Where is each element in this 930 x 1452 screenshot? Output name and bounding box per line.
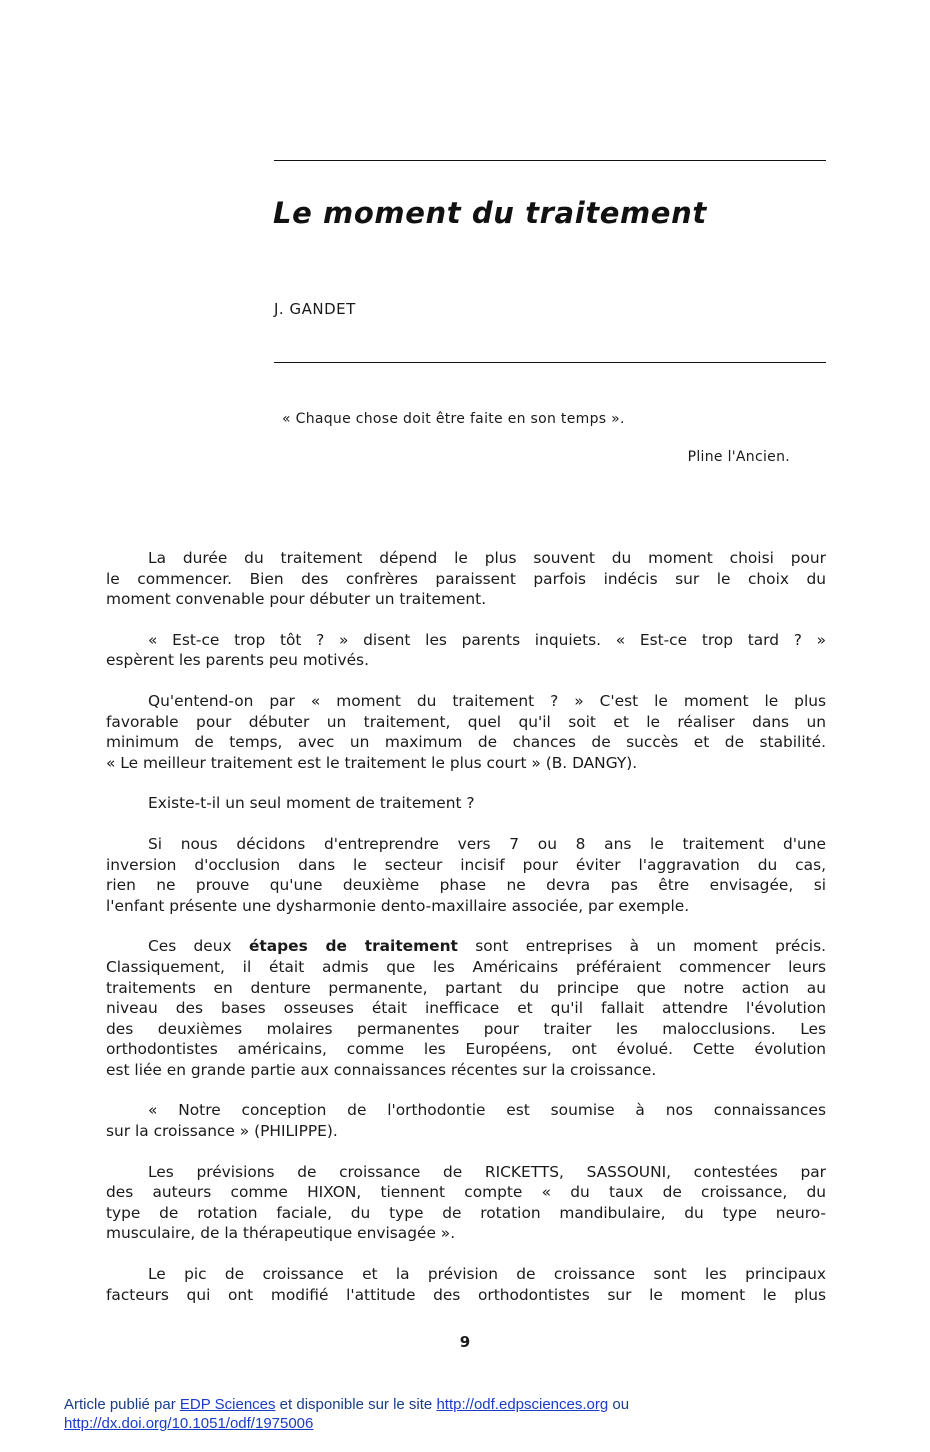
author-name: J. GANDET — [274, 300, 356, 318]
text-line: orthodontistes américains, comme les Européens, ont évolué. Cette évolution — [106, 1040, 826, 1059]
epigraph-quote: « Chaque chose doit être faite en son temps ». — [282, 411, 625, 427]
top-rule — [274, 160, 826, 161]
bottom-rule — [274, 362, 826, 363]
paragraph — [106, 630, 826, 671]
bold-phrase: étapes de traitement — [248, 937, 458, 956]
footer-text: et disponible sur le site — [275, 1396, 437, 1413]
text-line: traitements en denture permanente, partant du principe que notre action au — [106, 978, 826, 997]
text-line: type de rotation faciale, du type de rotation mandibulaire, du type neuro- — [106, 1203, 826, 1222]
text-line: des auteurs comme HIXON, tiennent compte « du taux de croissance, du — [106, 1183, 826, 1202]
text-line: Classiquement, il était admis que les Américains préféraient commencer leurs — [106, 957, 826, 976]
paragraph — [106, 1100, 826, 1141]
paragraph — [106, 1264, 826, 1305]
text-line: sur la croissance » (PHILIPPE). — [106, 1122, 338, 1141]
text-line: le commencer. Bien des confrères paraissent parfois indécis sur le choix du — [106, 569, 826, 588]
page-number: 9 — [459, 1333, 471, 1351]
text-line: est liée en grande partie aux connaissances récentes sur la croissance. — [106, 1060, 657, 1079]
text-line: l'enfant présente une dysharmonie dento-maxillaire associée, par exemple. — [106, 896, 690, 915]
publisher-footer — [64, 1395, 629, 1433]
article-body — [106, 548, 826, 1325]
text-line: « Le meilleur traitement est le traitement le plus court » (B. DANGY). — [106, 753, 638, 772]
paragraph — [106, 691, 826, 773]
text-line: Qu'entend-on par « moment du traitement ? » C'est le moment le plus — [148, 691, 826, 710]
text-line — [106, 936, 826, 957]
epigraph-source: Pline l'Ancien. — [687, 449, 790, 465]
text-line: des deuxièmes molaires permanentes pour traiter les malocclusions. Les — [106, 1019, 826, 1038]
text-line: moment convenable pour débuter un traitement. — [106, 590, 487, 609]
text-line: favorable pour débuter un traitement, quel qu'il soit et le réaliser dans un — [106, 712, 826, 731]
text-line: Les prévisions de croissance de RICKETTS, SASSOUNI, contestées par — [148, 1162, 826, 1181]
text-line: La durée du traitement dépend le plus souvent du moment choisi pour — [148, 549, 826, 567]
article-title: Le moment du traitement — [273, 196, 707, 230]
text-line: minimum de temps, avec un maximum de chances de succès et de stabilité. — [106, 733, 826, 752]
doi-link[interactable]: http://dx.doi.org/10.1051/odf/1975006 — [64, 1415, 314, 1432]
text-run: Ces deux — [148, 937, 249, 956]
text-line: inversion d'occlusion dans le secteur incisif pour éviter l'aggravation du cas, — [106, 855, 826, 874]
paragraph — [106, 793, 826, 814]
text-line: musculaire, de la thérapeutique envisagée ». — [106, 1224, 456, 1243]
text-line: niveau des bases osseuses était inefficace et qu'il fallait attendre l'évolution — [106, 999, 826, 1018]
text-line: « Est-ce trop tôt ? » disent les parents inquiets. « Est-ce trop tard ? » — [148, 630, 826, 649]
text-line: « Notre conception de l'orthodontie est soumise à nos connaissances — [148, 1101, 826, 1120]
text-line: facteurs qui ont modifié l'attitude des orthodontistes sur le moment le plus — [106, 1285, 826, 1304]
text-line: rien ne prouve qu'une deuxième phase ne devra pas être envisagée, si — [106, 876, 826, 895]
paragraph — [106, 1162, 826, 1244]
footer-text: Article publié par — [64, 1396, 180, 1413]
text-line: espèrent les parents peu motivés. — [106, 651, 369, 670]
site-link[interactable]: http://odf.edpsciences.org — [436, 1396, 609, 1413]
paragraph — [106, 548, 826, 610]
text-line: Si nous décidons d'entreprendre vers 7 ou 8 ans le traitement d'une — [148, 834, 826, 853]
paragraph — [106, 936, 826, 1080]
footer-text: ou — [608, 1396, 630, 1413]
text-line: Le pic de croissance et la prévision de croissance sont les principaux — [148, 1265, 826, 1284]
text-run: sont entreprises à un moment précis. — [457, 937, 826, 956]
paragraph — [106, 834, 826, 916]
text-line: Existe-t-il un seul moment de traitement ? — [148, 794, 475, 813]
publisher-link[interactable]: EDP Sciences — [179, 1396, 276, 1413]
